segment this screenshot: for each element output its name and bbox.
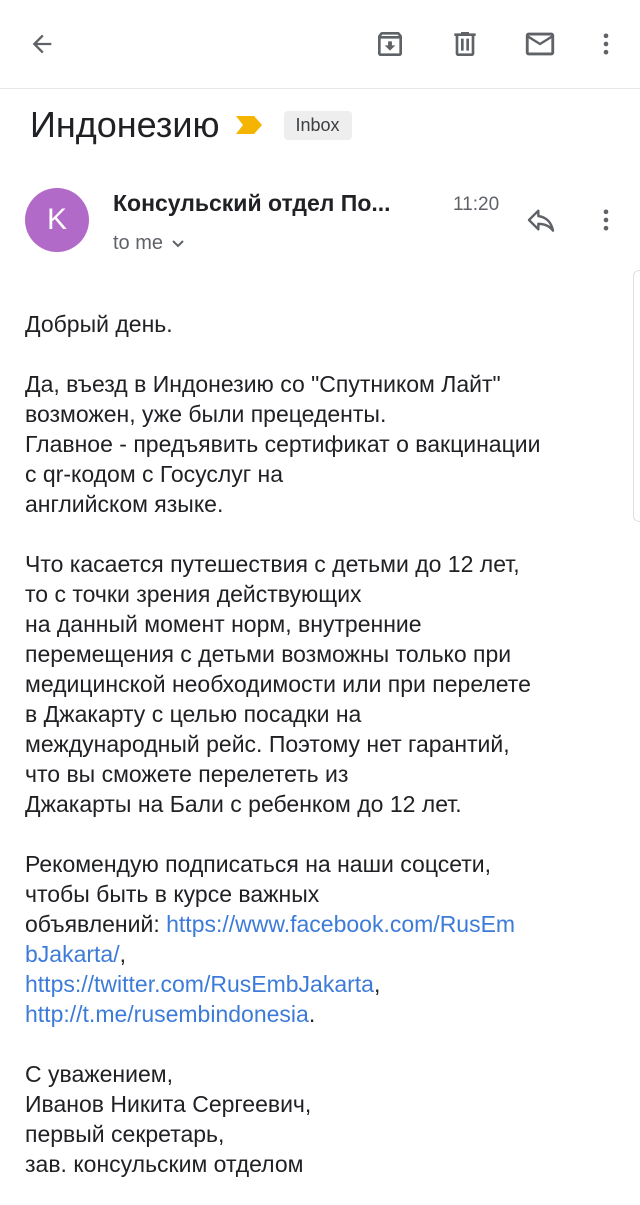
trash-icon	[449, 28, 481, 60]
email-body	[25, 309, 625, 1179]
body-line	[25, 999, 625, 1029]
twitter-link[interactable]: https://twitter.com/RusEmbJakarta	[25, 971, 374, 997]
period: .	[308, 1001, 316, 1027]
comma: ,	[119, 941, 126, 967]
back-button[interactable]	[18, 20, 66, 68]
facebook-link[interactable]: https://www.facebook.com/RusEm	[166, 911, 516, 937]
body-line: Джакарты на Бали с ребенком до 12 лет.	[25, 791, 462, 817]
telegram-link[interactable]: http://t.me/rusembindonesia	[25, 1001, 309, 1027]
comma: ,	[373, 971, 381, 997]
important-arrow-icon	[234, 114, 264, 136]
body-line: что вы сможете перелететь из	[25, 761, 349, 787]
sender-name: Консульский отдел По...	[113, 190, 391, 216]
signature-line: первый секретарь,	[25, 1121, 225, 1147]
avatar[interactable]: K	[25, 188, 89, 252]
important-marker[interactable]	[234, 114, 264, 136]
recipient-label: to me	[113, 232, 164, 254]
signature-line: Иванов Никита Сергеевич,	[25, 1091, 312, 1117]
inbox-label-chip[interactable]: Inbox	[284, 111, 352, 140]
facebook-link-continued[interactable]: bJakarta/	[25, 941, 120, 967]
body-line	[25, 969, 625, 999]
body-line: Рекомендую подписаться на наши соцсети,	[25, 851, 492, 877]
body-line	[25, 909, 625, 939]
body-line: Да, въезд в Индонезию со "Спутником Лайт"	[25, 371, 501, 397]
body-line: то с точки зрения действующих	[25, 581, 362, 607]
subject-row	[30, 100, 352, 150]
signature-line: С уважением,	[25, 1061, 173, 1087]
greeting: Добрый день.	[25, 311, 173, 337]
more-options-button[interactable]	[582, 20, 630, 68]
mail-icon	[523, 27, 557, 61]
body-line: Что касается путешествия с детьми до 12 лет,	[25, 551, 520, 577]
body-line: на данный момент норм, внутренние	[25, 611, 422, 637]
body-line: с qr-кодом с Госуслуг на	[25, 461, 284, 487]
archive-icon	[374, 28, 406, 60]
body-line: перемещения с детьми возможны только при	[25, 641, 512, 667]
more-vertical-icon	[592, 30, 620, 58]
message-more-button[interactable]	[582, 196, 630, 244]
reply-button[interactable]	[517, 196, 565, 244]
body-line: в Джакарту с целью посадки на	[25, 701, 362, 727]
top-app-bar	[0, 0, 640, 89]
mark-unread-button[interactable]	[516, 20, 564, 68]
arrow-back-icon	[28, 30, 56, 58]
body-line: возможен, уже были прецеденты.	[25, 401, 387, 427]
scroll-indicator[interactable]	[633, 270, 640, 522]
chevron-down-icon	[171, 239, 185, 249]
recipient-details-toggle[interactable]	[113, 232, 185, 255]
more-vertical-icon	[592, 206, 620, 234]
body-line: Главное - предъявить сертификат о вакцинации	[25, 431, 541, 457]
sender-header	[25, 188, 625, 268]
body-line: чтобы быть в курсе важных	[25, 881, 320, 907]
signature-line: зав. консульским отделом	[25, 1151, 304, 1177]
archive-button[interactable]	[366, 20, 414, 68]
delete-button[interactable]	[441, 20, 489, 68]
body-line	[25, 939, 625, 969]
reply-icon	[525, 204, 557, 236]
body-text-fragment: объявлений:	[25, 911, 167, 937]
email-time: 11:20	[453, 194, 500, 215]
email-subject: Индонезию	[30, 104, 220, 145]
body-line: английском языке.	[25, 491, 224, 517]
body-line: международный рейс. Поэтому нет гарантий,	[25, 731, 510, 757]
body-line: медицинской необходимости или при перелете	[25, 671, 531, 697]
